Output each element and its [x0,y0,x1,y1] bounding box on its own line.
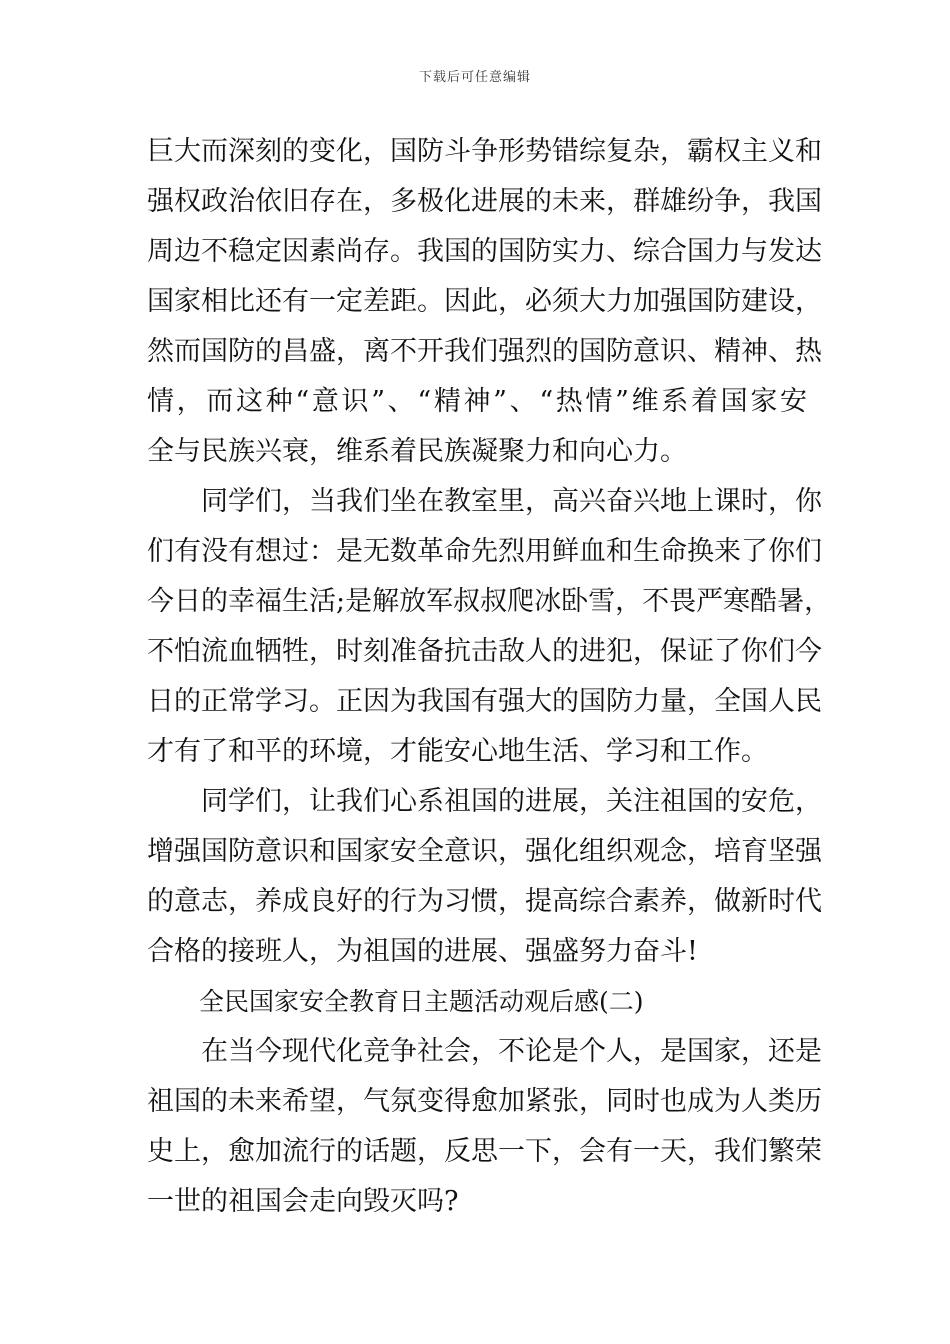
text-line: 强权政治依旧存在，多极化进展的未来，群雄纷争，我国 [147,186,822,217]
text-line: 史上，愈加流行的话题，反思一下，会有一天，我们繁荣 [147,1136,822,1167]
text-line: 同学们，当我们坐在教室里，高兴奋兴地上课时，你 [201,486,822,517]
text-line: 的意志，养成良好的行为习惯，提高综合素养，做新时代 [147,886,822,917]
text-line: 日的正常学习。正因为我国有强大的国防力量，全国人民 [147,686,822,717]
text-line: 增强国防意识和国家安全意识，强化组织观念，培育坚强 [147,836,822,867]
text-line: 情，而这种“意识”、“精神”、“热情”维系着国家安 [147,386,807,417]
text-line: 周边不稳定因素尚存。我国的国防实力、综合国力与发达 [147,236,822,267]
paragraph-3 [147,777,822,977]
page-header: 下载后可任意编辑 [418,70,531,85]
text-line: 在当今现代化竞争社会，不论是个人，是国家，还是 [201,1036,822,1067]
text-line: 才有了和平的环境，才能安心地生活、学习和工作。 [147,736,768,767]
text-line: 们有没有想过：是无数革命先烈用鲜血和生命换来了你们 [147,536,822,567]
text-line: 不怕流血牺牲，时刻准备抗击敌人的进犯，保证了你们今 [147,636,822,667]
text-line: 今日的幸福生活;是解放军叔叔爬冰卧雪，不畏严寒酷暑， [147,586,832,617]
section-subtitle [147,977,807,1027]
text-line: 一世的祖国会走向毁灭吗? [147,1186,459,1217]
text-line: 然而国防的昌盛，离不开我们强烈的国防意识、精神、热 [147,336,822,367]
subtitle-line: 全民国家安全教育日主题活动观后感(二) [199,987,644,1016]
paragraph-2 [147,477,832,777]
text-line: 国家相比还有一定差距。因此，必须大力加强国防建设， [147,286,822,317]
paragraph-5 [147,1027,822,1227]
text-line: 祖国的未来希望，气氛变得愈加紧张，同时也成为人类历 [147,1086,822,1117]
text-line: 同学们，让我们心系祖国的进展，关注祖国的安危， [201,786,822,817]
text-line: 全与民族兴衰，维系着民族凝聚力和向心力。 [147,436,687,467]
document-body [147,127,832,1227]
paragraph-1 [147,127,822,477]
text-line: 巨大而深刻的变化，国防斗争形势错综复杂，霸权主义和 [147,136,822,167]
text-line: 合格的接班人，为祖国的进展、强盛努力奋斗! [147,936,698,967]
